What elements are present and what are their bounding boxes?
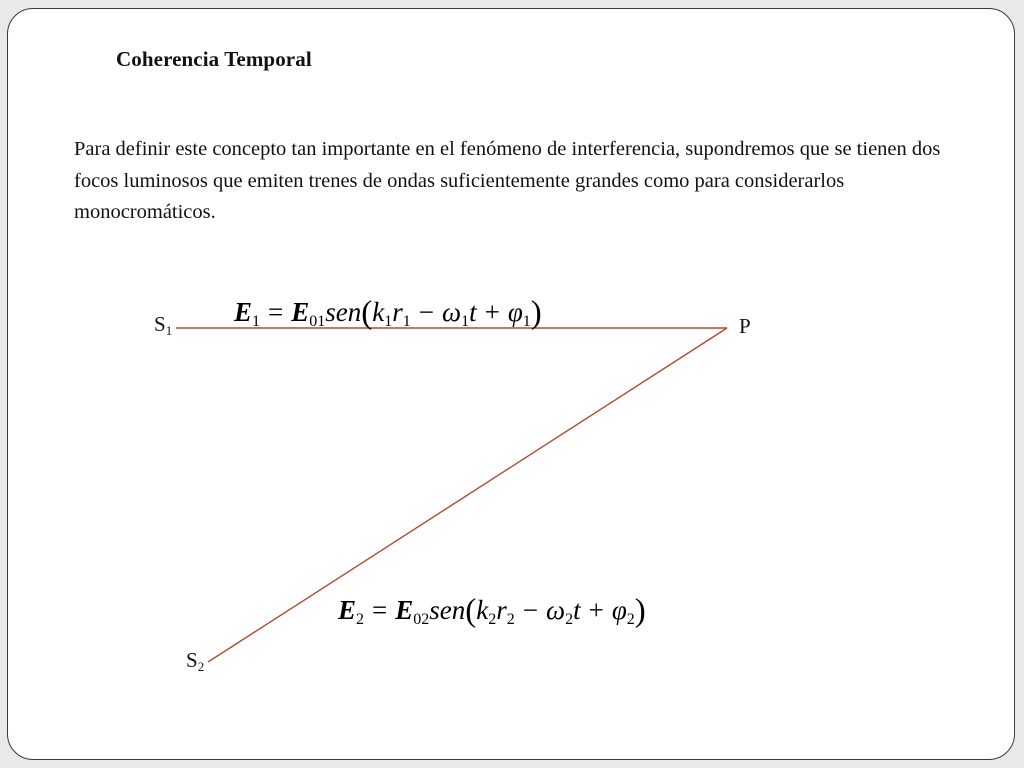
path-diagram	[8, 9, 1015, 760]
slide-paragraph: Para definir este concepto tan importante en el fenómeno de interferencia, supondremos que se tienen dos focos luminosos que emiten trenes de ondas suficientemente grandes como para considerarlos monocromáticos.	[74, 138, 941, 223]
equation-wave-1: $E_1 = E_{01}sen(k_1r_1 - \omega_1t + \varphi_1)$	[234, 295, 542, 331]
equation-wave-2: $E_2 = E_{02}sen(k_2r_2 - \omega_2t + \varphi_2)$	[338, 593, 646, 629]
source-2-label: $S_2$	[186, 648, 205, 674]
slide-title: Coherencia Temporal	[116, 47, 312, 71]
source-1-label: $S_1$	[154, 312, 173, 338]
point-p-label: P	[739, 314, 751, 338]
slide	[7, 8, 1015, 760]
